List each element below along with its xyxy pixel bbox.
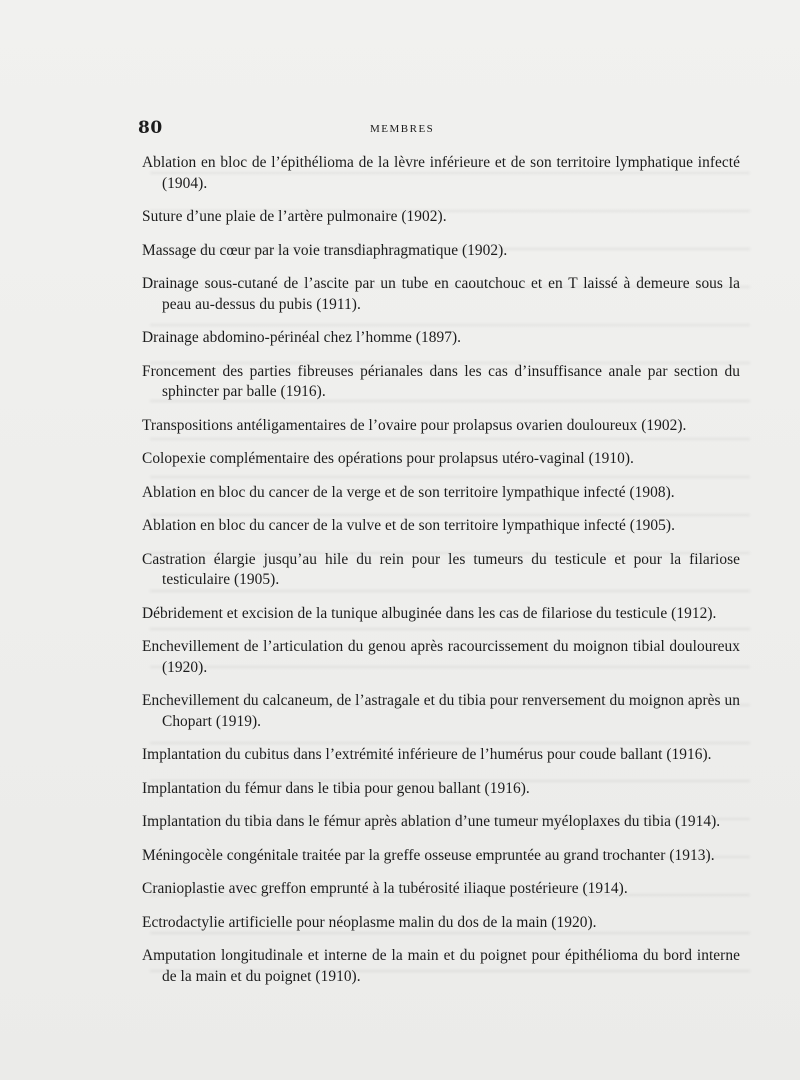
list-item: Drainage sous-cutané de l’ascite par un tube en caoutchouc et en T laissé à demeure sous la peau au-dessus du pubis (1911). [142, 275, 740, 313]
list-item: Colopexie complémentaire des opérations pour prolapsus utéro-vaginal (1910). [142, 450, 634, 467]
list-item: Débridement et excision de la tunique albuginée dans les cas de filariose du testicule (1912). [142, 604, 717, 622]
list-item: Transpositions antéligamentaires de l’ovaire pour prolapsus ovarien douloureux (1902). [142, 416, 687, 434]
list-item: Ablation en bloc du cancer de la verge et de son territoire lympathique infecté (1908). [142, 483, 675, 501]
list-item: Ablation en bloc de l’épithélioma de la lèvre inférieure et de son territoire lymphatique infecté (1904). [142, 154, 740, 192]
list-item: Drainage abdomino-périnéal chez l’homme (1897). [142, 329, 462, 346]
list-item: Implantation du cubitus dans l’extrémité inférieure de l’humérus pour coude ballant (1916). [142, 746, 712, 763]
list-item: Implantation du tibia dans le fémur après ablation d’une tumeur myéloplaxes du tibia (1914). [142, 813, 721, 830]
running-head: MEMBRES [370, 123, 435, 135]
list-item: Méningocèle congénitale traitée par la greffe osseuse empruntée au grand trochanter (1913). [142, 846, 715, 864]
list-item: Ablation en bloc du cancer de la vulve et de son territoire lympathique infecté (1905). [142, 517, 675, 534]
list-item: Enchevillement de l’articulation du genou après racourcissement du moignon tibial douloureux (1920). [142, 638, 740, 676]
list-item: Froncement des parties fibreuses périanales dans les cas d’insuffisance anale par section du sphincter par balle (1916). [142, 362, 740, 400]
list-item: Castration élargie jusqu’au hile du rein pour les tumeurs du testicule et pour la filariose testiculaire (1905). [142, 550, 740, 588]
list-item: Suture d’une plaie de l’artère pulmonaire (1902). [142, 208, 447, 225]
operations-list [142, 153, 740, 1000]
list-item: Implantation du fémur dans le tibia pour genou ballant (1916). [142, 779, 530, 797]
list-item: Enchevillement du calcaneum, de l’astragale et du tibia pour renversement du moignon après un Chopart (1919). [142, 692, 740, 730]
list-item: Ectrodactylie artificielle pour néoplasme malin du dos de la main (1920). [142, 913, 597, 931]
list-item: Massage du cœur par la voie transdiaphragmatique (1902). [142, 241, 508, 259]
page-number: 80 [138, 118, 163, 138]
page-header [138, 118, 738, 142]
list-item: Cranioplastie avec greffon emprunté à la tubérosité iliaque postérieure (1914). [142, 880, 628, 897]
list-item: Amputation longitudinale et interne de la main et du poignet pour épithélioma du bord interne de la main et du poignet (1910). [142, 947, 740, 985]
